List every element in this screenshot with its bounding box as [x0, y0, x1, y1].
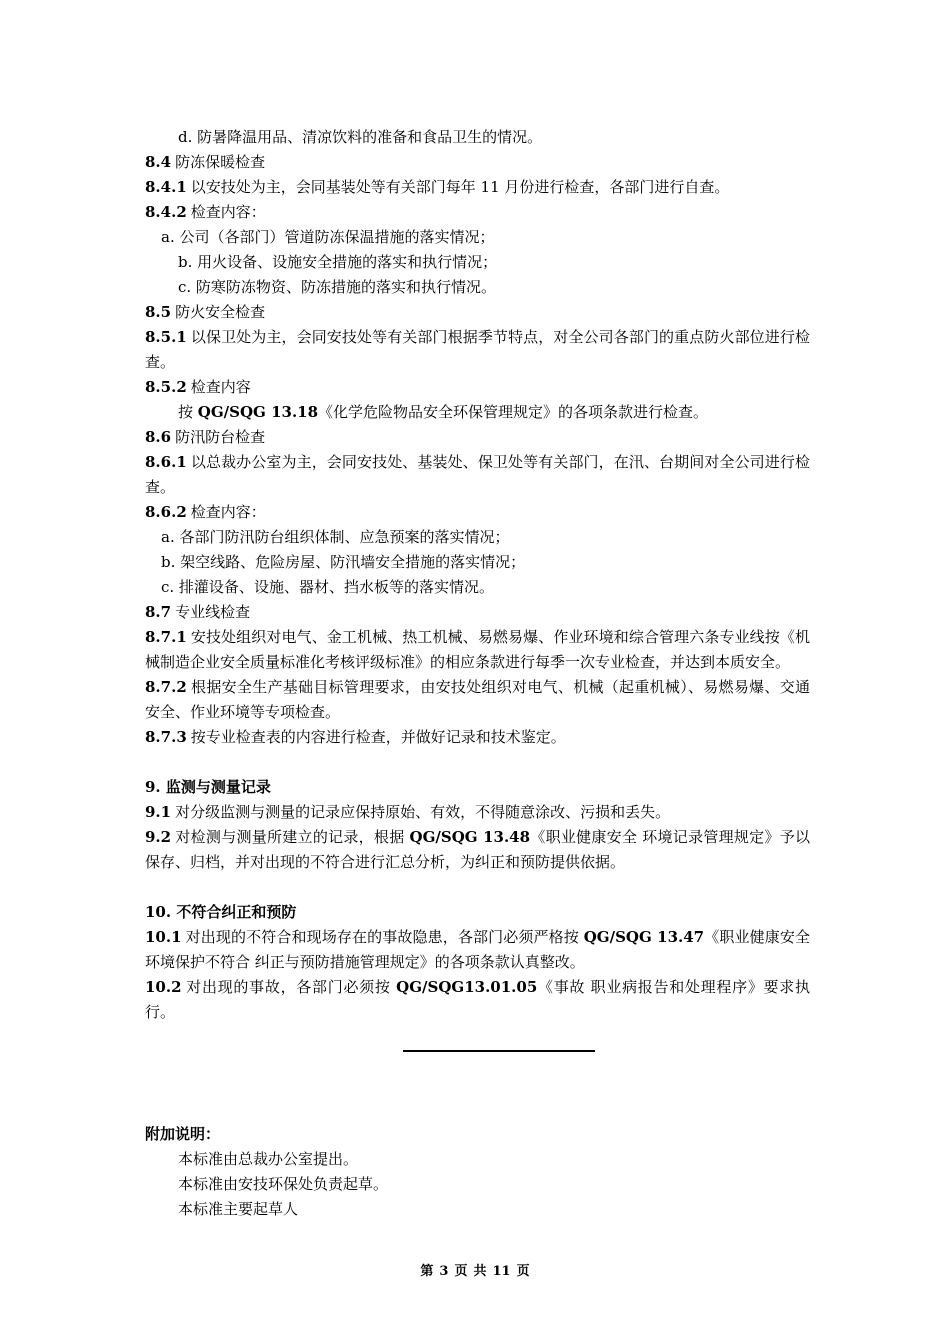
- clause-text: 对分级监测与测量的记录应保持原始、有效，不得随意涂改、污损和丢失。: [175, 803, 671, 821]
- text-fragment: 对检测与测量所建立的记录，根据: [175, 828, 410, 846]
- standard-code: QG/SQG 13.47: [583, 928, 705, 946]
- clause-text: 安技处组织对电气、金工机械、热工机械、易燃易爆、作业环境和综合管理六条专业线按《机械制造企业安全质量标准化考核评级标准》的相应条款进行每季一次专业检查，并达到本质安全。: [145, 628, 810, 671]
- clause: [145, 825, 810, 875]
- clause-text: 以总裁办公室为主，会同安技处、基装处、保卫处等有关部门，在汛、台期间对全公司进行检查。: [145, 453, 810, 496]
- text-fragment: 对出现的事故，各部门必须按: [185, 978, 397, 996]
- clause-number: 8.5.1: [145, 328, 187, 346]
- addendum-line: 本标准主要起草人: [178, 1200, 299, 1218]
- footer-text: 共: [473, 1264, 487, 1279]
- clause-number: 8.6.2: [145, 503, 187, 521]
- footer-text: 第: [420, 1264, 434, 1279]
- list-item: b. 用火设备、设施安全措施的落实和执行情况；: [178, 253, 498, 271]
- addendum-line: 本标准由安技环保处负责起草。: [178, 1175, 389, 1193]
- clause: [145, 725, 810, 750]
- clause-number: 8.5.2: [145, 378, 187, 396]
- spacer: [145, 875, 810, 900]
- clause: [145, 500, 810, 525]
- clause: [145, 925, 810, 975]
- document-body: [145, 125, 810, 1025]
- clause-text: 以安技处为主，会同基装处等有关部门每年 11 月份进行检查，各部门进行自查。: [190, 178, 730, 196]
- text-fragment: 《化学危险物品安全环保管理规定》的各项条款进行检查。: [318, 403, 709, 421]
- text-fragment: 《事故 职业病报告和处理程序》要求执行。: [145, 978, 810, 1021]
- section-heading: [145, 150, 810, 175]
- clause: [145, 175, 810, 200]
- clause-number: 8.6.1: [145, 453, 187, 471]
- clause-number: 8.4.1: [145, 178, 187, 196]
- section-heading: [145, 425, 810, 450]
- clause-body: [145, 400, 810, 425]
- clause: [145, 625, 810, 675]
- clause-number: 9.2: [145, 828, 172, 846]
- clause-text: 根据安全生产基础目标管理要求，由安技处组织对电气、机械（起重机械）、易燃易爆、交通安全、作业环境等专项检查。: [145, 678, 810, 721]
- clause-number: 10.2: [145, 978, 182, 996]
- list-item: a. 公司（各部门）管道防冻保温措施的落实情况；: [161, 228, 495, 246]
- text-fragment: 按: [178, 403, 198, 421]
- section-number: 8.4: [145, 153, 172, 171]
- text-fragment: 《职业健康安全 环境保护不符合 纠正与预防措施管理规定》的各项条款认真整改。: [145, 928, 810, 971]
- clause-text: 检查内容：: [190, 203, 266, 221]
- end-rule: [403, 1050, 595, 1052]
- section-heading: [145, 600, 810, 625]
- addendum: [145, 1122, 810, 1222]
- addendum-line: 本标准由总裁办公室提出。: [178, 1150, 359, 1168]
- clause-number: 8.7.1: [145, 628, 187, 646]
- standard-code: QG/SQG 13.18: [197, 403, 319, 421]
- section-title: 防冻保暖检查: [175, 153, 266, 171]
- clause-number: 10.1: [145, 928, 182, 946]
- list-item: c. 排灌设备、设施、器材、挡水板等的落实情况。: [161, 578, 494, 596]
- total-pages: 11: [492, 1264, 511, 1279]
- standard-code: QG/SQG 13.48: [409, 828, 531, 846]
- section-title: 专业线检查: [175, 603, 251, 621]
- chapter-heading: 10. 不符合纠正和预防: [145, 903, 297, 921]
- clause-number: 8.4.2: [145, 203, 187, 221]
- clause: [145, 975, 810, 1025]
- clause: [145, 800, 810, 825]
- clause: [145, 675, 810, 725]
- clause: [145, 325, 810, 375]
- text-fragment: 对出现的不符合和现场存在的事故隐患，各部门必须严格按: [185, 928, 584, 946]
- list-item: b. 架空线路、危险房屋、防汛墙安全措施的落实情况；: [161, 553, 526, 571]
- clause-number: 8.7.3: [145, 728, 187, 746]
- list-item: c. 防寒防冻物资、防冻措施的落实和执行情况。: [178, 278, 496, 296]
- page-footer: [0, 1262, 950, 1282]
- chapter-heading: 9. 监测与测量记录: [145, 778, 271, 796]
- clause-text: 检查内容：: [190, 503, 266, 521]
- footer-text: 页: [516, 1264, 530, 1279]
- clause-text: 检查内容: [190, 378, 251, 396]
- addendum-title: 附加说明：: [145, 1125, 221, 1143]
- clause-text: 以保卫处为主，会同安技处等有关部门根据季节特点，对全公司各部门的重点防火部位进行检查。: [145, 328, 810, 371]
- spacer: [145, 750, 810, 775]
- section-heading: [145, 300, 810, 325]
- section-number: 8.7: [145, 603, 172, 621]
- section-title: 防汛防台检查: [175, 428, 266, 446]
- clause-number: 8.7.2: [145, 678, 187, 696]
- list-item: d. 防暑降温用品、清凉饮料的准备和食品卫生的情况。: [178, 128, 543, 146]
- clause: [145, 450, 810, 500]
- text-fragment: 《职业健康安全 环境记录管理规定》予以保存、归档，并对出现的不符合进行汇总分析，为纠正和预防提供依据。: [145, 828, 810, 871]
- clause-number: 9.1: [145, 803, 172, 821]
- standard-code: QG/SQG13.01.05: [396, 978, 538, 996]
- section-number: 8.6: [145, 428, 172, 446]
- clause: [145, 200, 810, 225]
- section-number: 8.5: [145, 303, 172, 321]
- clause: [145, 375, 810, 400]
- section-title: 防火安全检查: [175, 303, 266, 321]
- list-item: a. 各部门防汛防台组织体制、应急预案的落实情况；: [161, 528, 510, 546]
- clause-text: 按专业检查表的内容进行检查，并做好记录和技术鉴定。: [190, 728, 566, 746]
- footer-text: 页: [454, 1264, 468, 1279]
- page-number: 3: [439, 1264, 449, 1279]
